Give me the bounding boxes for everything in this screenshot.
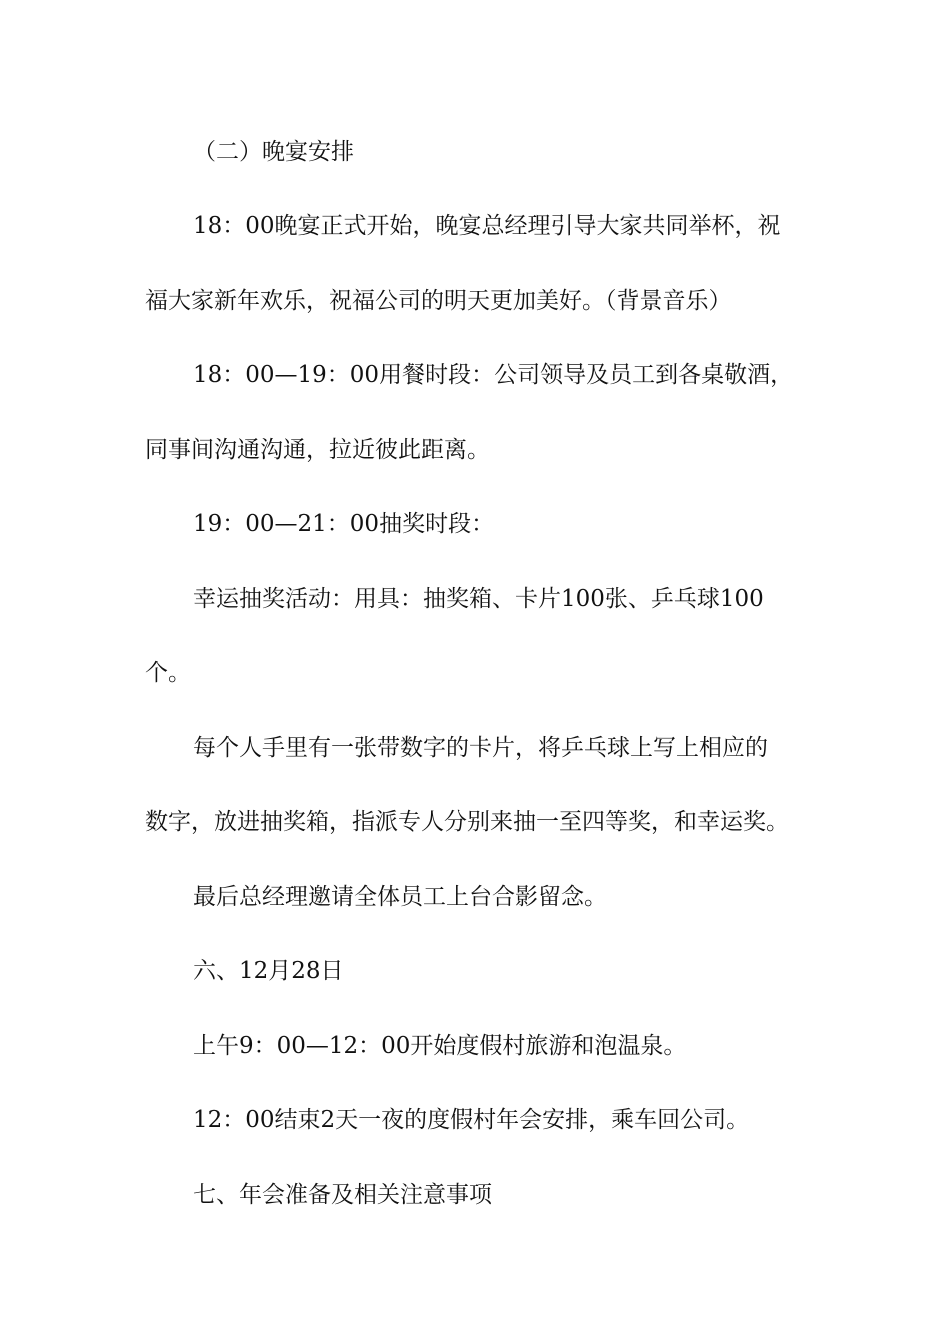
paragraph-line: 福大家新年欢乐，祝福公司的明天更加美好。（背景音乐） [145,288,732,314]
paragraph-line: 最后总经理邀请全体员工上台合影留念。 [193,884,607,910]
paragraph-line: 每个人手里有一张带数字的卡片，将乒乓球上写上相应的 [193,735,768,761]
paragraph-line: 19：00—21：00抽奖时段： [193,511,495,537]
section-heading-dec28: 六、12月28日 [193,958,344,984]
paragraph-line: 18：00晚宴正式开始，晚宴总经理引导大家共同举杯，祝 [193,213,781,239]
paragraph-line: 12：00结束2天一夜的度假村年会安排，乘车回公司。 [193,1107,750,1133]
section-heading-banquet: （二）晚宴安排 [193,139,354,165]
paragraph-line: 个。 [145,660,191,686]
paragraph-line: 数字，放进抽奖箱，指派专人分别来抽一至四等奖，和幸运奖。 [145,809,789,835]
section-heading-preparation: 七、年会准备及相关注意事项 [193,1182,492,1208]
paragraph-line: 同事间沟通沟通，拉近彼此距离。 [145,437,490,463]
paragraph-line: 18：00—19：00用餐时段：公司领导及员工到各桌敬酒， [193,362,794,388]
paragraph-line: 上午9：00—12：00开始度假村旅游和泡温泉。 [193,1033,687,1059]
paragraph-line: 幸运抽奖活动：用具：抽奖箱、卡片100张、乒乓球100 [193,586,764,612]
